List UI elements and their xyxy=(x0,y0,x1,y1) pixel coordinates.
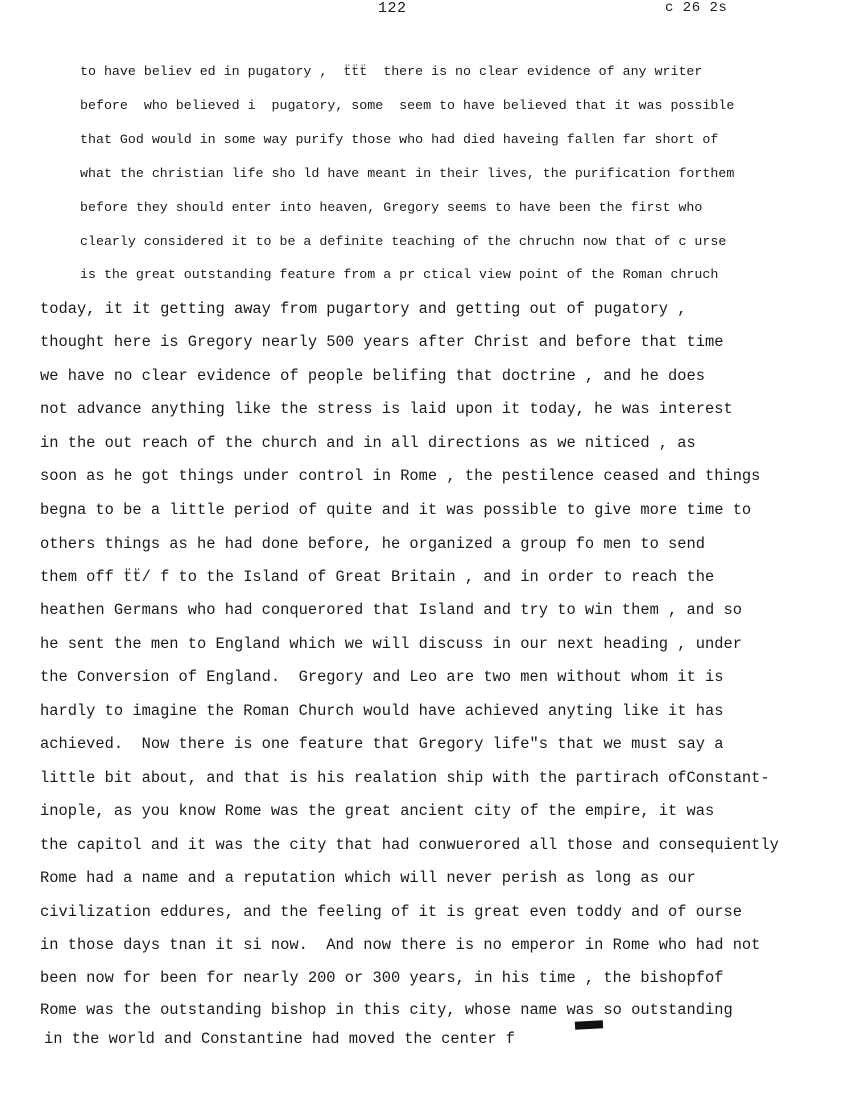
text-line: inople, as you know Rome was the great ancient city of the empire, it was xyxy=(40,802,715,820)
text-line: is the great outstanding feature from a pr ctical view point of the Roman chruch xyxy=(80,267,719,282)
text-line: little bit about, and that is his realation ship with the partirach ofConstant- xyxy=(40,769,770,787)
text-line: Rome was the outstanding bishop in this city, whose name was so outstanding xyxy=(40,1001,733,1019)
text-line: others things as he had done before, he organized a group fo men to send xyxy=(40,535,705,553)
text-line: heathen Germans who had conquerored that Island and try to win them , and so xyxy=(40,601,742,619)
text-line: what the christian life sho ld have meant in their lives, the purification forthem xyxy=(80,166,735,181)
text-line: we have no clear evidence of people belifing that doctrine , and he does xyxy=(40,367,705,385)
text-line: in those days tnan it si now. And now there is no emperor in Rome who had not xyxy=(40,936,761,954)
text-line: hardly to imagine the Roman Church would have achieved anyting like it has xyxy=(40,702,724,720)
page-number: 122 xyxy=(378,0,407,17)
text-line: been now for been for nearly 200 or 300 years, in his time , the bishopfof xyxy=(40,969,724,987)
ink-strikeout xyxy=(575,1020,603,1029)
text-line: in the world and Constantine had moved the center f xyxy=(44,1030,516,1048)
text-line: the capitol and it was the city that had conwuerored all those and consequiently xyxy=(40,836,779,854)
text-line: that God would in some way purify those who had died haveing fallen far short of xyxy=(80,132,719,147)
text-line: achieved. Now there is one feature that Gregory life"s that we must say a xyxy=(40,735,724,753)
text-line: soon as he got things under control in Rome , the pestilence ceased and things xyxy=(40,467,761,485)
text-line: the Conversion of England. Gregory and Leo are two men without whom it is xyxy=(40,668,724,686)
text-line: today, it it getting away from pugartory and getting out of pugatory , xyxy=(40,300,687,318)
text-line: before who believed i pugatory, some seem to have believed that it was possible xyxy=(80,98,735,113)
text-line: to have believ ed in pugatory , ẗẗẗ there is no clear evidence of any writer xyxy=(80,64,703,79)
text-line: thought here is Gregory nearly 500 years after Christ and before that time xyxy=(40,333,724,351)
text-line: not advance anything like the stress is laid upon it today, he was interest xyxy=(40,400,733,418)
text-line: them off ẗẗ/ f to the Island of Great Britain , and in order to reach the xyxy=(40,568,715,586)
document-code: c 26 2s xyxy=(665,0,728,16)
text-line: he sent the men to England which we will discuss in our next heading , under xyxy=(40,635,742,653)
text-line: begna to be a little period of quite and it was possible to give more time to xyxy=(40,501,752,519)
text-line: Rome had a name and a reputation which will never perish as long as our xyxy=(40,869,696,887)
text-line: civilization eddures, and the feeling of it is great even toddy and of ourse xyxy=(40,903,742,921)
text-line: clearly considered it to be a definite teaching of the chruchn now that of c urse xyxy=(80,234,727,249)
text-line: in the out reach of the church and in all directions as we niticed , as xyxy=(40,434,696,452)
text-line: before they should enter into heaven, Gregory seems to have been the first who xyxy=(80,200,703,215)
